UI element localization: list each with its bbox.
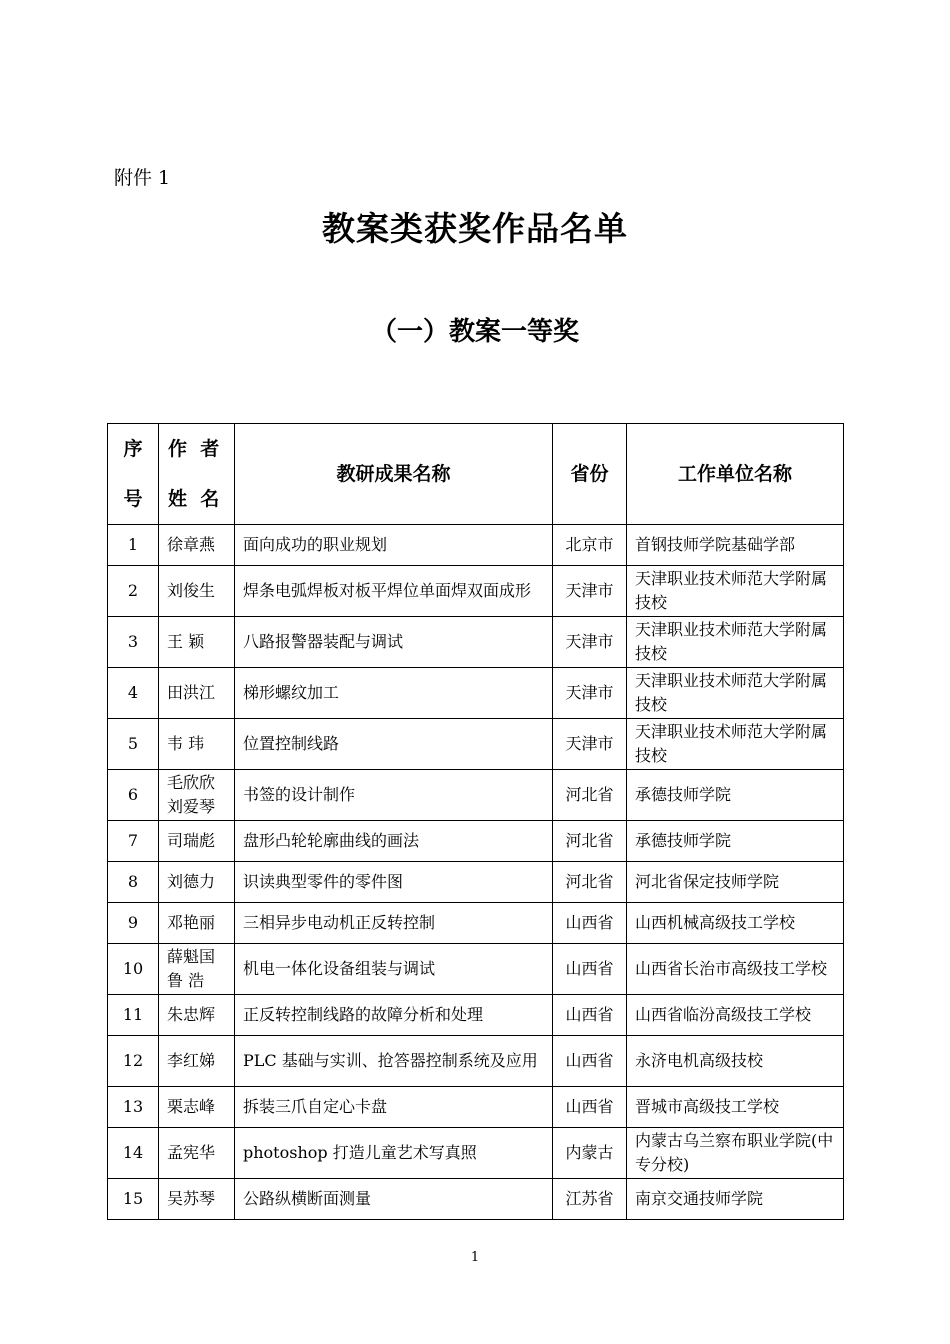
row-work-title: 正反转控制线路的故障分析和处理 [235,995,553,1036]
row-province: 江苏省 [553,1179,627,1220]
table-header-row [108,424,844,525]
row-province: 天津市 [553,566,627,617]
row-unit: 承德技师学院 [627,821,844,862]
row-work-title: 拆装三爪自定心卡盘 [235,1087,553,1128]
table-row [108,821,844,862]
table-row [108,1179,844,1220]
row-number: 8 [108,862,159,903]
row-province: 内蒙古 [553,1128,627,1179]
awards-table [107,423,844,1220]
row-province: 山西省 [553,1036,627,1087]
row-work-title: 识读典型零件的零件图 [235,862,553,903]
row-unit: 山西省临汾高级技工学校 [627,995,844,1036]
row-unit: 晋城市高级技工学校 [627,1087,844,1128]
row-work-title: PLC 基础与实训、抢答器控制系统及应用 [235,1036,553,1087]
row-author: 韦 玮 [159,719,235,770]
table-row [108,1036,844,1087]
table-row [108,617,844,668]
row-author: 朱忠辉 [159,995,235,1036]
table-body [108,525,844,1220]
page-number: 1 [470,1250,480,1265]
row-number: 1 [108,525,159,566]
row-number: 2 [108,566,159,617]
row-province: 山西省 [553,944,627,995]
table-row [108,770,844,821]
row-number: 4 [108,668,159,719]
row-unit: 内蒙古乌兰察布职业学院(中专分校) [627,1128,844,1179]
row-author: 薛魁国 鲁 浩 [159,944,235,995]
header-unit: 工作单位名称 [627,424,844,525]
row-work-title: 书签的设计制作 [235,770,553,821]
row-author: 李红娣 [159,1036,235,1087]
row-province: 北京市 [553,525,627,566]
header-no-bottom: 号 [123,488,143,510]
row-work-title: 八路报警器装配与调试 [235,617,553,668]
row-province: 山西省 [553,995,627,1036]
header-no [108,424,159,525]
row-province: 河北省 [553,821,627,862]
header-author-top: 作 者 [168,438,220,460]
header-work: 教研成果名称 [235,424,553,525]
row-author: 栗志峰 [159,1087,235,1128]
row-unit: 天津职业技术师范大学附属技校 [627,566,844,617]
attachment-label: 附件 1 [114,167,171,189]
row-work-title: 三相异步电动机正反转控制 [235,903,553,944]
row-unit: 南京交通技师学院 [627,1179,844,1220]
row-number: 11 [108,995,159,1036]
row-work-title: 盘形凸轮轮廓曲线的画法 [235,821,553,862]
section-subtitle: （一）教案一等奖 [370,317,579,347]
row-unit: 天津职业技术师范大学附属技校 [627,617,844,668]
row-number: 14 [108,1128,159,1179]
row-author: 孟宪华 [159,1128,235,1179]
row-work-title: 位置控制线路 [235,719,553,770]
row-author: 邓艳丽 [159,903,235,944]
table-row [108,1128,844,1179]
table-row [108,1087,844,1128]
row-number: 3 [108,617,159,668]
row-work-title: photoshop 打造儿童艺术写真照 [235,1128,553,1179]
header-no-top: 序 [123,438,143,460]
row-unit: 天津职业技术师范大学附属技校 [627,668,844,719]
row-work-title: 面向成功的职业规划 [235,525,553,566]
table-row [108,944,844,995]
header-province: 省份 [553,424,627,525]
row-work-title: 焊条电弧焊板对板平焊位单面焊双面成形 [235,566,553,617]
row-number: 13 [108,1087,159,1128]
table-row [108,903,844,944]
row-province: 天津市 [553,668,627,719]
row-unit: 河北省保定技师学院 [627,862,844,903]
row-province: 天津市 [553,719,627,770]
row-unit: 永济电机高级技校 [627,1036,844,1087]
row-author: 刘俊生 [159,566,235,617]
row-unit: 山西机械高级技工学校 [627,903,844,944]
row-number: 7 [108,821,159,862]
row-unit: 天津职业技术师范大学附属技校 [627,719,844,770]
row-unit: 承德技师学院 [627,770,844,821]
row-work-title: 机电一体化设备组装与调试 [235,944,553,995]
row-author: 王 颖 [159,617,235,668]
table-row [108,995,844,1036]
table-row [108,668,844,719]
row-author: 刘德力 [159,862,235,903]
row-author: 吴苏琴 [159,1179,235,1220]
row-number: 9 [108,903,159,944]
row-number: 12 [108,1036,159,1087]
table-row [108,719,844,770]
row-number: 10 [108,944,159,995]
document-title: 教案类获奖作品名单 [322,209,628,248]
table-row [108,862,844,903]
header-author [159,424,235,525]
row-province: 河北省 [553,862,627,903]
row-number: 15 [108,1179,159,1220]
row-author: 司瑞彪 [159,821,235,862]
row-province: 山西省 [553,903,627,944]
row-unit: 山西省长治市高级技工学校 [627,944,844,995]
row-work-title: 梯形螺纹加工 [235,668,553,719]
table-row [108,525,844,566]
row-work-title: 公路纵横断面测量 [235,1179,553,1220]
row-province: 山西省 [553,1087,627,1128]
row-author: 田洪江 [159,668,235,719]
row-province: 天津市 [553,617,627,668]
row-author: 毛欣欣 刘爱琴 [159,770,235,821]
row-unit: 首钢技师学院基础学部 [627,525,844,566]
row-number: 6 [108,770,159,821]
row-author: 徐章燕 [159,525,235,566]
row-province: 河北省 [553,770,627,821]
table-row [108,566,844,617]
row-number: 5 [108,719,159,770]
header-author-bottom: 姓 名 [168,488,220,510]
